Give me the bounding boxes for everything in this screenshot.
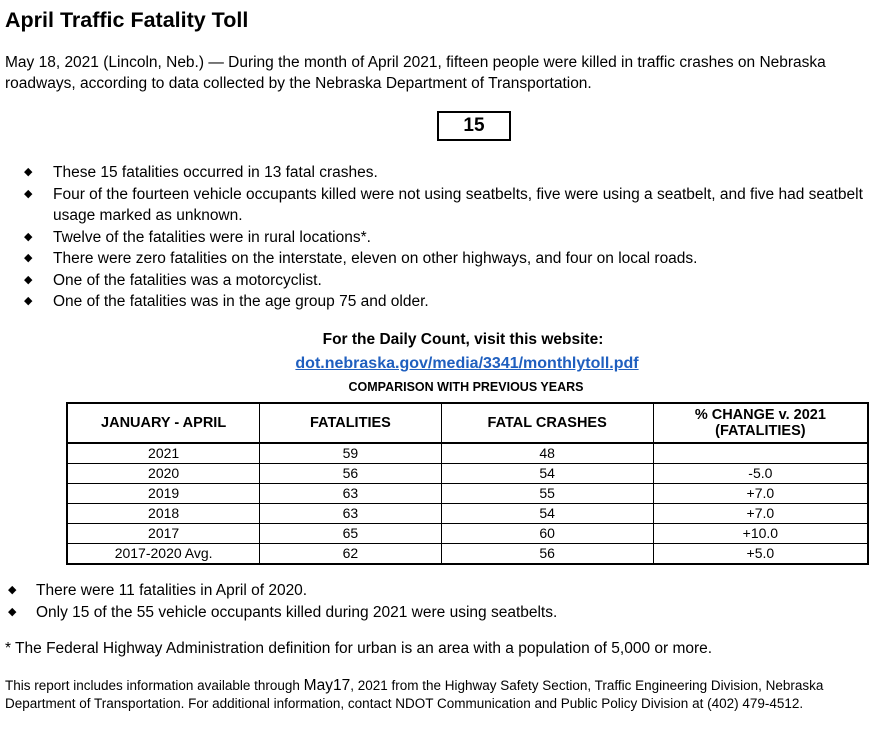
column-header-percent-change: % CHANGE v. 2021 (FATALITIES) (653, 403, 868, 443)
fatality-count-box: 15 (437, 111, 511, 141)
comparison-title: COMPARISON WITH PREVIOUS YEARS (348, 380, 584, 394)
table-row: 2017 65 60 +10.0 (67, 524, 868, 544)
column-header-period: JANUARY - APRIL (67, 403, 260, 443)
list-item: ◆ Only 15 of the 55 vehicle occupants killed during 2021 were using seatbelts. (5, 602, 881, 624)
diamond-bullet-icon: ◆ (24, 187, 33, 200)
diamond-bullet-icon: ◆ (24, 273, 33, 286)
additional-bullet-list (5, 580, 881, 623)
report-date: May17 (303, 677, 351, 694)
page-title: April Traffic Fatality Toll (5, 8, 249, 32)
table-row: 2020 56 54 -5.0 (67, 464, 868, 484)
column-header-fatalities: FATALITIES (260, 403, 441, 443)
diamond-bullet-icon: ◆ (24, 230, 33, 243)
list-item: ◆ Four of the fourteen vehicle occupants killed were not using seatbelts, five were using a seatbelt, and five had seatbelt usage marked as unknown. (24, 185, 863, 224)
list-item: ◆ These 15 fatalities occurred in 13 fatal crashes. (5, 162, 881, 184)
intro-paragraph: May 18, 2021 (Lincoln, Neb.) — During the month of April 2021, fifteen people were killed in traffic crashes on Nebraska roadways, according to data collected by the Nebraska Department of Transportation. (5, 54, 826, 92)
diamond-bullet-icon: ◆ (24, 166, 33, 178)
table-row: 2021 59 48 (67, 443, 868, 464)
monthly-toll-link[interactable]: dot.nebraska.gov/media/3341/monthlytoll.pdf (295, 355, 639, 372)
diamond-bullet-icon: ◆ (24, 295, 33, 307)
diamond-bullet-icon: ◆ (8, 584, 17, 596)
comparison-table (66, 402, 869, 565)
diamond-bullet-icon: ◆ (8, 605, 17, 618)
report-source-note: This report includes information available through May17, 2021 from the Highway Safety Section, Traffic Engineering Division, Nebraska Department of Transportation. For additional information, contact NDOT Communication and Public Policy Division at (402) 479-4512. (5, 677, 824, 711)
list-item: ◆ There were 11 fatalities in April of 2020. (5, 580, 881, 602)
table-row: 2018 63 54 +7.0 (67, 504, 868, 524)
summary-bullet-list (5, 162, 881, 313)
list-item: ◆ Twelve of the fatalities were in rural locations*. (5, 227, 881, 249)
diamond-bullet-icon: ◆ (24, 252, 33, 264)
list-item: ◆ There were zero fatalities on the interstate, eleven on other highways, and four on local roads. (5, 248, 881, 270)
list-item: ◆ One of the fatalities was in the age group 75 and older. (5, 291, 881, 313)
table-header-row (67, 403, 868, 443)
list-item: ◆ One of the fatalities was a motorcyclist. (5, 270, 881, 292)
table-row: 2019 63 55 +7.0 (67, 484, 868, 504)
table-row: 2017-2020 Avg. 62 56 +5.0 (67, 544, 868, 565)
urban-definition-footnote: * The Federal Highway Administration definition for urban is an area with a population of 5,000 or more. (5, 640, 713, 657)
daily-count-heading: For the Daily Count, visit this website: (322, 331, 604, 348)
column-header-fatal-crashes: FATAL CRASHES (441, 403, 653, 443)
